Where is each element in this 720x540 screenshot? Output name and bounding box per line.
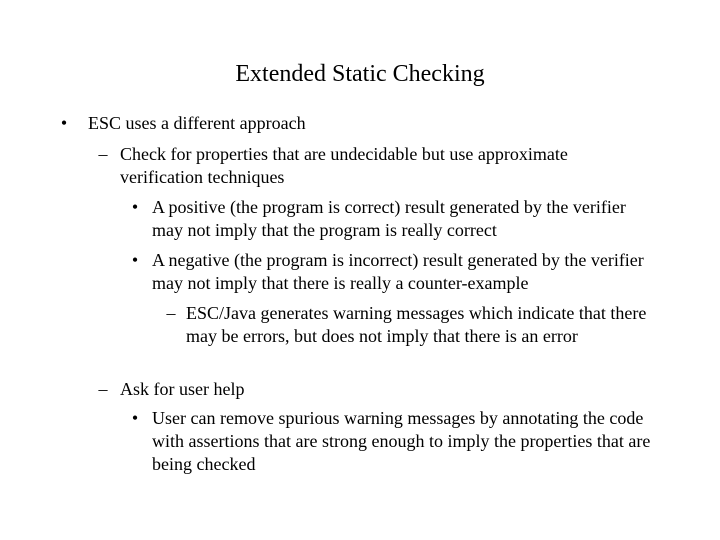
subbullet-text: Ask for user help	[120, 379, 245, 399]
subsubbullet-text: User can remove spurious warning messages by annotating the code with assertions that are strong enough to imply the properties that are being checked	[152, 408, 651, 474]
bullet-marker: •	[60, 113, 68, 133]
level4-text: ESC/Java generates warning messages which indicate that there may be errors, but does not imply that there is an error	[186, 303, 647, 346]
subsubbullet-text: A positive (the program is correct) result generated by the verifier may not imply that the program is really correct	[152, 197, 626, 240]
dash-marker: –	[98, 144, 108, 164]
subsubbullet-text: A negative (the program is incorrect) result generated by the verifier may not imply that there is really a counter-example	[152, 250, 644, 293]
slide-title: Extended Static Checking	[235, 61, 485, 87]
dash-marker: –	[166, 303, 176, 323]
bullet-marker: •	[131, 197, 139, 217]
dash-marker: –	[98, 379, 108, 399]
bullet-text: ESC uses a different approach	[88, 113, 306, 133]
bullet-marker: •	[131, 408, 139, 428]
bullet-marker: •	[131, 250, 139, 270]
subbullet-text: Check for properties that are undecidable but use approximate verification techniques	[120, 144, 568, 187]
